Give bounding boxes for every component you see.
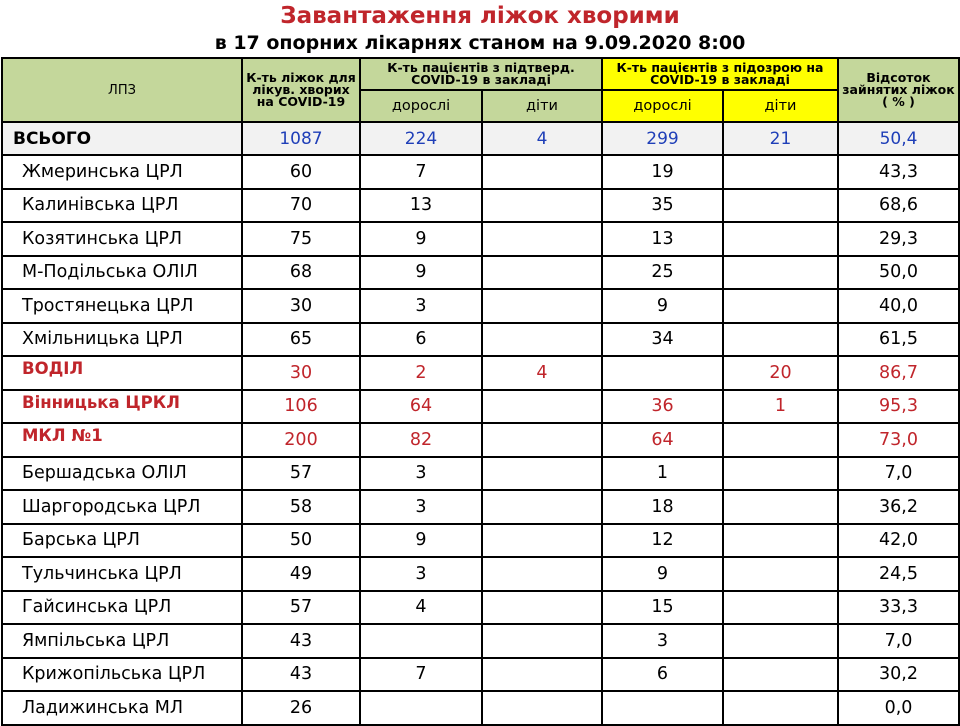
- cell-beds: 68: [242, 256, 360, 290]
- table-row: [2, 423, 959, 457]
- hospital-name: [2, 591, 242, 625]
- cell-beds: 49: [242, 557, 360, 591]
- total-name: ВСЬОГО: [2, 122, 242, 155]
- hospital-name-text: Гайсинська ЦРЛ: [22, 597, 172, 618]
- cell-conf-children: [482, 222, 602, 256]
- cell-susp-adults: 6: [602, 658, 723, 692]
- cell-percent: 42,0: [838, 524, 959, 558]
- cell-susp-adults: 19: [602, 155, 723, 189]
- cell-percent: 40,0: [838, 289, 959, 323]
- cell-susp-children: [723, 591, 838, 625]
- subheader-conf-adults: дорослі: [360, 90, 482, 122]
- cell-conf-children: [482, 658, 602, 692]
- total-conf-children: 4: [482, 122, 602, 155]
- hospital-name-text: Жмеринська ЦРЛ: [22, 161, 183, 182]
- cell-conf-children: [482, 289, 602, 323]
- cell-conf-adults: [360, 691, 482, 725]
- cell-percent: 0,0: [838, 691, 959, 725]
- total-row: [2, 122, 959, 155]
- header-suspected: К-ть пацієнтів з підозрою на COVID-19 в закладі: [602, 58, 838, 90]
- hospital-name-text: М-Подільська ОЛІЛ: [22, 262, 198, 283]
- table-row: [2, 591, 959, 625]
- hospital-name: [2, 457, 242, 491]
- cell-percent: 50,0: [838, 256, 959, 290]
- hospital-name: [2, 423, 242, 457]
- hospital-name: [2, 189, 242, 223]
- cell-susp-adults: [602, 691, 723, 725]
- cell-beds: 75: [242, 222, 360, 256]
- cell-susp-children: [723, 490, 838, 524]
- cell-percent: 43,3: [838, 155, 959, 189]
- cell-susp-children: [723, 423, 838, 457]
- cell-susp-children: [723, 557, 838, 591]
- cell-conf-adults: 2: [360, 356, 482, 390]
- cell-conf-children: [482, 557, 602, 591]
- header-percent: Відсоток зайнятих ліжок ( % ): [838, 58, 959, 122]
- cell-beds: 106: [242, 390, 360, 424]
- hospital-name-text: МКЛ №1: [22, 426, 103, 446]
- table-row: [2, 658, 959, 692]
- cell-conf-children: 4: [482, 356, 602, 390]
- table-row: [2, 222, 959, 256]
- cell-conf-adults: 7: [360, 658, 482, 692]
- cell-conf-adults: [360, 624, 482, 658]
- cell-conf-children: [482, 524, 602, 558]
- cell-conf-adults: 3: [360, 490, 482, 524]
- cell-conf-children: [482, 457, 602, 491]
- cell-conf-adults: 4: [360, 591, 482, 625]
- cell-susp-children: 20: [723, 356, 838, 390]
- subheader-susp-adults: дорослі: [602, 90, 723, 122]
- cell-conf-children: [482, 691, 602, 725]
- bed-load-table: [1, 57, 960, 726]
- cell-susp-adults: 34: [602, 323, 723, 357]
- cell-percent: 86,7: [838, 356, 959, 390]
- table-row: [2, 624, 959, 658]
- cell-susp-children: [723, 624, 838, 658]
- cell-susp-adults: [602, 356, 723, 390]
- cell-beds: 58: [242, 490, 360, 524]
- cell-conf-adults: 3: [360, 289, 482, 323]
- cell-susp-children: [723, 222, 838, 256]
- cell-susp-children: 1: [723, 390, 838, 424]
- cell-conf-adults: 7: [360, 155, 482, 189]
- hospital-name-text: Ямпільська ЦРЛ: [22, 630, 170, 651]
- cell-susp-children: [723, 155, 838, 189]
- cell-conf-adults: 64: [360, 390, 482, 424]
- cell-conf-adults: 3: [360, 457, 482, 491]
- cell-percent: 33,3: [838, 591, 959, 625]
- table-row: [2, 524, 959, 558]
- cell-beds: 57: [242, 591, 360, 625]
- total-susp-children: 21: [723, 122, 838, 155]
- page-subtitle: в 17 опорних лікарнях станом на 9.09.2020 8:00: [214, 32, 746, 54]
- cell-susp-adults: 25: [602, 256, 723, 290]
- hospital-name: [2, 658, 242, 692]
- hospital-name: [2, 155, 242, 189]
- header-confirmed: К-ть пацієнтів з підтверд. COVID-19 в закладі: [360, 58, 602, 90]
- cell-susp-adults: 36: [602, 390, 723, 424]
- cell-susp-children: [723, 691, 838, 725]
- cell-susp-adults: 18: [602, 490, 723, 524]
- cell-conf-children: [482, 189, 602, 223]
- table-row: [2, 189, 959, 223]
- cell-susp-children: [723, 658, 838, 692]
- hospital-name: [2, 624, 242, 658]
- cell-percent: 36,2: [838, 490, 959, 524]
- cell-beds: 70: [242, 189, 360, 223]
- hospital-name: [2, 557, 242, 591]
- header-lpz: ЛПЗ: [2, 58, 242, 122]
- table-row: [2, 289, 959, 323]
- cell-percent: 7,0: [838, 457, 959, 491]
- hospital-name-text: Калинівська ЦРЛ: [22, 195, 179, 216]
- cell-conf-children: [482, 591, 602, 625]
- cell-conf-adults: 82: [360, 423, 482, 457]
- cell-susp-adults: 13: [602, 222, 723, 256]
- hospital-name-text: Барська ЦРЛ: [22, 530, 140, 551]
- cell-susp-adults: 3: [602, 624, 723, 658]
- hospital-name-text: Шаргородська ЦРЛ: [22, 496, 201, 517]
- cell-percent: 95,3: [838, 390, 959, 424]
- cell-susp-adults: 9: [602, 289, 723, 323]
- hospital-name-text: Крижопільська ЦРЛ: [22, 664, 206, 685]
- table-row: [2, 490, 959, 524]
- cell-susp-adults: 35: [602, 189, 723, 223]
- hospital-name-text: Хмільницька ЦРЛ: [22, 329, 183, 350]
- cell-percent: 29,3: [838, 222, 959, 256]
- cell-percent: 7,0: [838, 624, 959, 658]
- cell-conf-children: [482, 490, 602, 524]
- page-title: Завантаження ліжок хворими: [280, 3, 680, 29]
- hospital-name: [2, 524, 242, 558]
- cell-beds: 50: [242, 524, 360, 558]
- cell-beds: 65: [242, 323, 360, 357]
- hospital-name: [2, 289, 242, 323]
- table-row: [2, 557, 959, 591]
- cell-susp-children: [723, 323, 838, 357]
- hospital-name-text: ВОДІЛ: [22, 359, 84, 379]
- total-susp-adults: 299: [602, 122, 723, 155]
- cell-susp-adults: 9: [602, 557, 723, 591]
- hospital-name: [2, 390, 242, 424]
- cell-percent: 73,0: [838, 423, 959, 457]
- cell-conf-children: [482, 155, 602, 189]
- hospital-name-text: Козятинська ЦРЛ: [22, 228, 183, 249]
- cell-susp-adults: 1: [602, 457, 723, 491]
- hospital-name: [2, 490, 242, 524]
- total-percent: 50,4: [838, 122, 959, 155]
- table-row: [2, 356, 959, 390]
- hospital-name-text: Ладижинська МЛ: [22, 697, 183, 718]
- hospital-name: [2, 356, 242, 390]
- cell-conf-adults: 3: [360, 557, 482, 591]
- cell-conf-children: [482, 624, 602, 658]
- hospital-name-text: Бершадська ОЛІЛ: [22, 463, 187, 484]
- hospital-name-text: Тульчинська ЦРЛ: [22, 563, 182, 584]
- cell-beds: 200: [242, 423, 360, 457]
- cell-percent: 68,6: [838, 189, 959, 223]
- table-row: [2, 691, 959, 725]
- cell-conf-adults: 6: [360, 323, 482, 357]
- cell-susp-children: [723, 457, 838, 491]
- cell-beds: 43: [242, 658, 360, 692]
- subheader-conf-children: діти: [482, 90, 602, 122]
- table-row: [2, 256, 959, 290]
- cell-conf-children: [482, 323, 602, 357]
- hospital-name-text: Тростянецька ЦРЛ: [22, 295, 194, 316]
- cell-conf-children: [482, 423, 602, 457]
- cell-susp-children: [723, 289, 838, 323]
- cell-beds: 26: [242, 691, 360, 725]
- cell-susp-adults: 15: [602, 591, 723, 625]
- cell-conf-adults: 9: [360, 222, 482, 256]
- cell-beds: 30: [242, 356, 360, 390]
- hospital-name: [2, 323, 242, 357]
- cell-susp-children: [723, 189, 838, 223]
- cell-conf-adults: 9: [360, 256, 482, 290]
- cell-beds: 57: [242, 457, 360, 491]
- cell-beds: 43: [242, 624, 360, 658]
- cell-conf-adults: 13: [360, 189, 482, 223]
- cell-susp-children: [723, 524, 838, 558]
- total-conf-adults: 224: [360, 122, 482, 155]
- header-beds: К-ть ліжок для лікув. хворих на COVID-19: [242, 58, 360, 122]
- cell-beds: 30: [242, 289, 360, 323]
- hospital-name: [2, 222, 242, 256]
- cell-percent: 24,5: [838, 557, 959, 591]
- table-row: [2, 155, 959, 189]
- header-row: [2, 58, 959, 90]
- cell-beds: 60: [242, 155, 360, 189]
- table-row: [2, 323, 959, 357]
- hospital-name: [2, 691, 242, 725]
- total-beds: 1087: [242, 122, 360, 155]
- hospital-name-text: Вінницька ЦРКЛ: [22, 392, 180, 412]
- cell-percent: 61,5: [838, 323, 959, 357]
- table-row: [2, 390, 959, 424]
- cell-susp-adults: 12: [602, 524, 723, 558]
- cell-conf-adults: 9: [360, 524, 482, 558]
- subheader-susp-children: діти: [723, 90, 838, 122]
- cell-susp-children: [723, 256, 838, 290]
- hospital-name: [2, 256, 242, 290]
- cell-susp-adults: 64: [602, 423, 723, 457]
- table-row: [2, 457, 959, 491]
- cell-conf-children: [482, 390, 602, 424]
- cell-percent: 30,2: [838, 658, 959, 692]
- cell-conf-children: [482, 256, 602, 290]
